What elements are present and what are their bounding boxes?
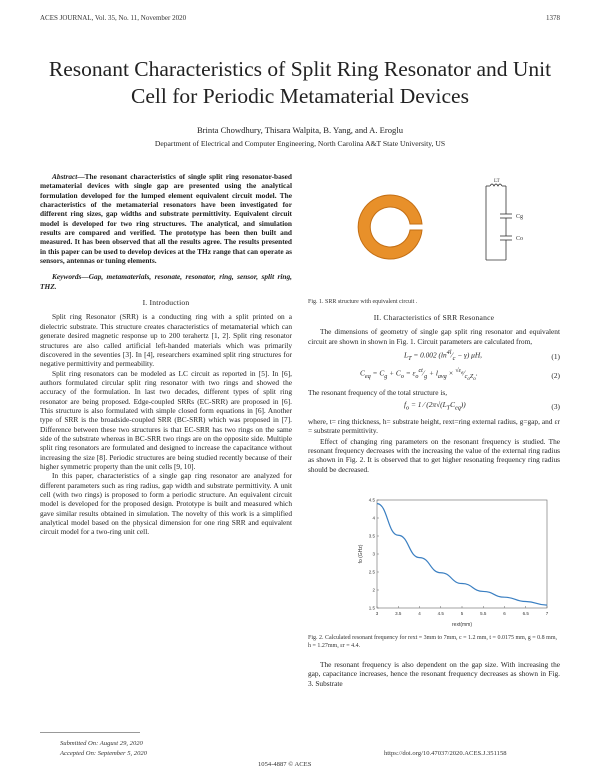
label-lt: LT (494, 179, 500, 184)
x-tick-label: 4 (418, 611, 421, 616)
x-tick-label: 6 (503, 611, 506, 616)
figure-2-caption: Fig. 2. Calculated resonant frequency for rext = 3mm to 7mm, c = 1.2 mm, t = 0.0175 mm, g = 0.8 mm, h = 1.27mm, εr = 4.4. (308, 635, 557, 649)
equation-1-number: (1) (551, 351, 560, 361)
keywords (40, 272, 292, 291)
x-tick-label: 6.5 (522, 611, 529, 616)
abstract-text: —The resonant characteristics of single split ring resonator-based metamaterial devices with single gap are presented using the analytical formulation developed for the lumped element equivalent circuit model. The characteristics of the metamaterial resonators have been investigated for different ring sizes, gap widths and substrate permittivity. Equivalent circuit model is developed for two ring structures. The analytical, and simulation results are compared and verified. The prototype has been then built and measured. It has been observed that all the results agree. The results presented in this paper can be used to develop devices at the THz range that can operate as sensors, antennas or tuning elements. (40, 172, 292, 266)
y-tick-label: 2.5 (368, 569, 375, 575)
x-tick-label: 4.5 (437, 611, 444, 616)
doi: https://doi.org/10.47037/2020.ACES.J.351158 (384, 750, 507, 757)
split-ring (358, 195, 422, 259)
page-number: 1378 (546, 14, 560, 22)
equivalent-circuit (486, 184, 512, 260)
equation-1: $L_T = 0.002$ $(\ln^{4l}⁄_c - \gamma)$ μH, (1) (404, 350, 560, 362)
accepted-date: Accepted On: September 5, 2020 (60, 750, 147, 757)
srr-paragraph-3: where, t= ring thickness, h= substrate height, rext=ring external radius, g=gap, and εr = substrate permittivity. (308, 416, 560, 436)
plot-area (377, 500, 547, 608)
x-tick-label: 7 (545, 611, 549, 616)
y-tick-label: 3 (372, 551, 375, 557)
intro-paragraph-1: Split ring Resonator (SRR) is a conducting ring with a split printed on a dielectric substrate. This structure creates characteristics of metamaterial which can generate desired magnetic response up to 200 terahertz [1, 2]. Split ring resonator structures are also called artificial left-handed materials which was primarily discovered in the seventies [3]. In [4], researchers examined split ring structures for negative permittivity and permeability. (40, 312, 292, 369)
y-tick-label: 1.5 (368, 605, 375, 611)
keywords-label: Keywords (52, 272, 82, 282)
abstract (40, 172, 292, 265)
y-axis-label: fo (GHz) (358, 544, 364, 564)
resonant-frequency-chart (355, 494, 555, 628)
keywords-text: —Gap, metamaterials, resonate, resonator, ring, sensor, split ring, THZ. (40, 272, 292, 291)
y-tick-label: 2 (372, 587, 375, 593)
abstract-label: Abstract (52, 172, 78, 181)
srr-paragraph-5: The resonant frequency is also dependent on the gap size. With increasing the gap, capacitance increases, hence the resonant frequency decreases as shown in Fig. 3. Substrate (308, 660, 560, 688)
label-co: Co (516, 236, 524, 242)
equation-2-number: (2) (551, 371, 560, 381)
figure-2 (355, 494, 555, 628)
y-tick-label: 4 (372, 515, 375, 521)
x-tick-label: 3.5 (395, 611, 402, 616)
y-tick-label: 3.5 (368, 533, 375, 539)
footnote-rule (40, 732, 140, 733)
equation-3: $f_o = 1$ ⁄ $(2\pi√(L_TC_{eq}))$ (3) (404, 400, 560, 412)
right-column-bottom (308, 660, 560, 688)
x-tick-label: 5 (460, 611, 464, 616)
srr-paragraph-1: The dimensions of geometry of single gap split ring resonator and equivalent circuit are shown in shown in Fig. 1. Circuit parameters are calculated from, (308, 327, 560, 346)
y-tick-label: 4.5 (368, 497, 375, 503)
srr-diagram (330, 178, 560, 288)
authors: Brinta Chowdhury, Thisara Walpita, B. Yang, and A. Eroglu (196, 125, 404, 135)
paper-title: Resonant Characteristics of Split Ring Resonator and Unit Cell for Periodic Metamaterial Devices (48, 57, 552, 108)
x-tick-label: 5.5 (480, 611, 487, 616)
section-heading-srr: II. Characteristics of SRR Resonance (373, 313, 495, 322)
x-tick-label: 3 (375, 611, 379, 616)
srr-paragraph-2: The resonant frequency of the total structure is, (308, 387, 448, 397)
equation-2: $C_{eq} = C_g + C_o$ = $\varepsilon_o^{ct}⁄_g + l_{avg}$ × $^{√\varepsilon_e}⁄_{c_oZ_o}$. (2) (360, 368, 560, 383)
issn: 1054-4887 © ACES (258, 761, 312, 768)
figure-1-caption: Fig. 1. SRR structure with equivalent circuit . (308, 299, 418, 305)
section-heading-introduction: I. Introduction (142, 298, 190, 308)
srr-paragraph-4: Effect of changing ring parameters on the resonant frequency is studied. The resonant frequency decreases with the increasing the value of the external ring radius as shown in Fig. 2. It is observed that to get higher resonating frequency ring radius should be decreased. (308, 436, 560, 474)
x-axis-label: rext(mm) (452, 622, 472, 628)
left-column (40, 172, 292, 537)
running-header: ACES JOURNAL, Vol. 35, No. 11, November 2020 (40, 14, 187, 22)
affiliation: Department of Electrical and Computer Engineering, North Carolina A&T State University, US (154, 139, 446, 148)
equation-3-number: (3) (551, 402, 560, 412)
intro-paragraph-3: In this paper, characteristics of a single gap ring resonator are analyzed for different parameters such as ring radius, gap width and substrate permittivity. A unit cell (with two rings) is proposed to form a periodic structure. An equivalent circuit model is developed for the proposed design. Prototype is built and measured which gave similar results obtained in simulation. The novelty of this work is a simplified analytical model based on the physical dimension for one ring SRR and equivalent circuit model for a two-ring unit cell. (40, 471, 292, 537)
label-cg: Cg (516, 214, 524, 220)
intro-paragraph-2: Split ring resonators can be modeled as LC circuit as reported in [5]. In [6], authors formulated circular split ring resonator with two rings and showed the accuracy of the formulation. In last two decades, different types of split ring resonator are being proposed. Edge-coupled SRRs (EC-SRR) are proposed in [6]. This structure is also formulated with simple closed form equations in [6]. Another type of SRR is the broadside-coupled SRR (BC-SRR) which was proposed in [7]. Difference between these two structures is that EC-SRR has two rings on the same side of the substrate whereas in BC-SRR two rings are on the opposite side. Multiple split ring resonators are formulated and designed to increase the capacitance without increasing the size [8]. Periodic structures are being studied recently because of their higher symmetric property than the unit cells [9, 10]. (40, 368, 292, 471)
submitted-date: Submitted On: August 29, 2020 (60, 740, 143, 747)
right-column (308, 313, 560, 474)
figure-1 (330, 178, 560, 288)
